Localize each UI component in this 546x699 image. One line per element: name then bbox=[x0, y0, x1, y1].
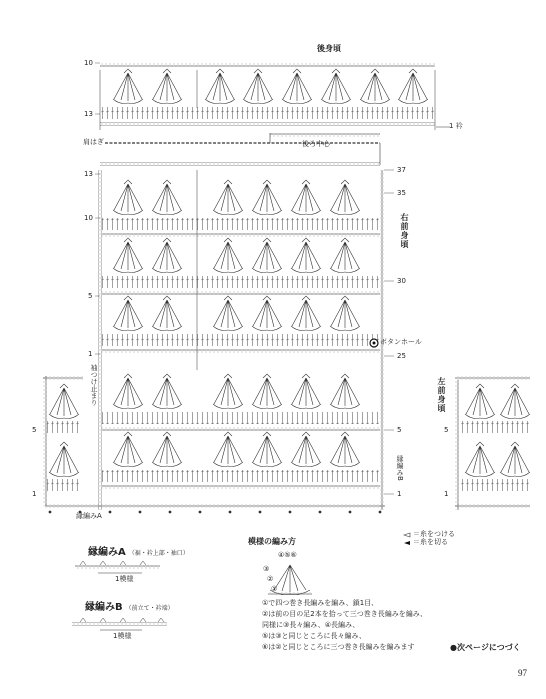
row-number: 10 bbox=[84, 214, 93, 222]
sleeve-stop-label: 袖つけ止まり bbox=[90, 364, 98, 406]
sleeve-section bbox=[43, 376, 83, 506]
row-number: 5 bbox=[444, 426, 449, 434]
row-number: 1 bbox=[32, 490, 37, 498]
row-number: 5 bbox=[397, 426, 402, 434]
left-front-label: 左前身頃 bbox=[437, 377, 446, 413]
back-body-section bbox=[100, 63, 435, 130]
row-number: 13 bbox=[84, 170, 93, 178]
row-number: 13 bbox=[84, 110, 93, 118]
row-number: 5 bbox=[88, 292, 93, 300]
instruction-line: ①で四つ巻き長編みを編み、鎖1目、 bbox=[262, 599, 379, 607]
edge-b-vertical-label: 縁編みB bbox=[396, 455, 404, 481]
page-number: 97 bbox=[518, 668, 527, 678]
legend-attach-text: ＝糸をつける bbox=[413, 530, 455, 538]
legend-symbols bbox=[404, 533, 410, 545]
edge-a-subtitle: （裾・衿上部・袖口） bbox=[128, 550, 189, 557]
row-number: 10 bbox=[84, 59, 93, 67]
pattern-step-1: ① bbox=[271, 585, 278, 593]
button-hole-mark bbox=[370, 339, 378, 347]
row-number: 1 bbox=[397, 490, 402, 498]
pattern-title: 模様の編み方 bbox=[248, 537, 296, 546]
pattern-step-2: ② bbox=[267, 575, 274, 583]
row-number: 30 bbox=[397, 277, 406, 285]
pattern-step-3: ③ bbox=[263, 565, 270, 573]
edge-a-repeat-label: 1模様 bbox=[115, 575, 134, 583]
shoulder-seam-label: 肩はぎ bbox=[83, 138, 104, 146]
legend-cut-text: ＝糸を切る bbox=[413, 538, 448, 546]
edge-a-bottom-label: 縁編みA bbox=[76, 512, 102, 520]
pattern-step-marks: ④⑤⑥ bbox=[278, 551, 297, 559]
instruction-line: 同様に③長々編み、④長編み、 bbox=[262, 621, 360, 629]
row-number: 5 bbox=[32, 426, 37, 434]
row-number: 35 bbox=[397, 189, 406, 197]
edge-b-title-text: 縁編みB bbox=[85, 602, 123, 613]
row-number: 25 bbox=[397, 352, 406, 360]
left-front-body bbox=[455, 376, 530, 510]
pattern-instructions bbox=[262, 598, 427, 653]
edge-b-repeat-label: 1模様 bbox=[113, 632, 132, 640]
edge-b-sample bbox=[72, 618, 167, 630]
instruction-line: ②は前の目の足2本を拾って三つ巻き長編みを編み、 bbox=[262, 610, 428, 618]
front-fan-rows bbox=[45, 180, 385, 513]
row-number: 37 bbox=[397, 166, 406, 174]
collar-label: 1 衿 bbox=[449, 122, 463, 130]
edge-b-title bbox=[85, 603, 174, 613]
back-body-label: 後身頃 bbox=[317, 44, 341, 53]
edge-a-title bbox=[88, 548, 189, 558]
edge-a-sample bbox=[75, 561, 160, 573]
edge-b-subtitle: （前立て・衿端） bbox=[125, 605, 174, 612]
shoulder-seam-line bbox=[100, 133, 380, 166]
instruction-line: ⑥は②と同じところに三つ巻き長編みを編みます bbox=[262, 643, 415, 651]
right-front-label: 右前身頃 bbox=[400, 213, 409, 249]
row-number: 1 bbox=[88, 350, 93, 358]
edge-a-title-text: 縁編みA bbox=[88, 547, 126, 558]
next-page-note: ●次ページにつづく bbox=[450, 643, 521, 652]
center-back-label: 後ろ中心 bbox=[302, 140, 330, 148]
button-hole-label: ボタンホール bbox=[380, 338, 422, 346]
row-number: 1 bbox=[444, 490, 449, 498]
instruction-line: ⑤は③と同じところに長々編み、 bbox=[262, 632, 366, 640]
